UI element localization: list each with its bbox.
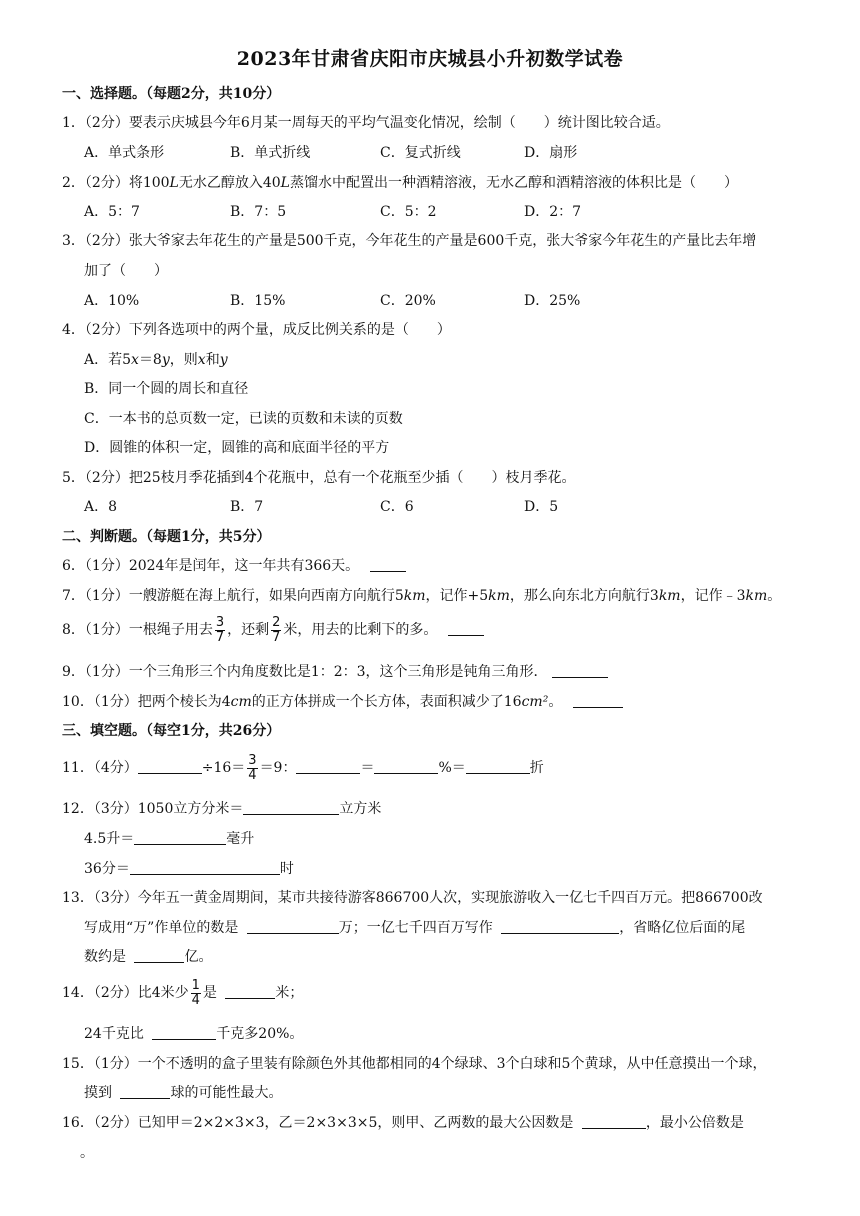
answer-blank[interactable] <box>466 759 530 774</box>
question-3-line-2: 加了（ ） <box>84 263 168 279</box>
fraction-3-7: $\frac{3}{7}$ <box>215 614 225 645</box>
question-14-line-1: 14．（2分）比4米少 $\frac{1}{4}$ 是 米； <box>62 977 304 1008</box>
answer-blank[interactable] <box>448 621 484 636</box>
question-4: 4．（2分）下列各选项中的两个量，成反比例关系的是（ ） <box>62 322 451 338</box>
q3-option-b: B．15% <box>230 293 286 309</box>
question-12-line-2: 4.5升＝ 毫升 <box>84 831 255 847</box>
question-12-line-3: 36分＝ 时 <box>84 861 294 877</box>
question-11: 11．（4分） ÷16＝ $\frac{3}{4}$ ＝9： ＝ %＝ 折 <box>62 752 544 783</box>
q1-option-b: B．单式折线 <box>230 145 311 161</box>
answer-blank[interactable] <box>582 1114 646 1129</box>
answer-blank[interactable] <box>296 759 360 774</box>
question-7: 7．（1分）一艘游艇在海上航行，如果向西南方向航行5km，记作+5km，那么向东北方向航行3km，记作﹣3km。 <box>62 588 782 604</box>
question-13-line-1: 13．（3分）今年五一黄金周期间，某市共接待游客866700人次，实现旅游收入一亿七千四百万元。把866700改 <box>62 890 763 906</box>
question-13-line-2: 写成用“万”作单位的数是 万；一亿七千四百万写作 ，省略亿位后面的尾 <box>84 920 746 936</box>
question-5: 5．（2分）把25枝月季花插到4个花瓶中，总有一个花瓶至少插（ ）枝月季花。 <box>62 470 576 486</box>
q2-option-d: D．2：7 <box>524 204 582 220</box>
q2-option-a: A．5：7 <box>84 204 140 220</box>
q2-option-c: C．5：2 <box>380 204 437 220</box>
q1-option-c: C．复式折线 <box>380 145 461 161</box>
q4-option-a: A．若5x＝8y，则x和y <box>84 352 228 368</box>
section-heading-choice: 一、选择题。（每题2分，共10分） <box>62 86 281 102</box>
answer-blank[interactable] <box>374 759 438 774</box>
question-12-line-1: 12．（3分）1050立方分米＝ 立方米 <box>62 801 382 817</box>
q4-option-d: D．圆锥的体积一定，圆锥的高和底面半径的平方 <box>84 440 390 456</box>
answer-blank[interactable] <box>138 759 202 774</box>
q5-option-a: A．8 <box>84 499 118 515</box>
q4-option-c: C．一本书的总页数一定，已读的页数和未读的页数 <box>84 411 403 427</box>
question-6: 6．（1分）2024年是闰年，这一年共有366天。 <box>62 557 406 575</box>
question-9: 9．（1分）一个三角形三个内角度数比是1：2：3，这个三角形是钝角三角形． <box>62 663 608 681</box>
question-13-line-3: 数约是 亿。 <box>84 949 213 965</box>
fraction-3-4: $\frac{3}{4}$ <box>248 752 257 783</box>
q2-option-b: B．7：5 <box>230 204 287 220</box>
fraction-1-4: $\frac{1}{4}$ <box>191 977 200 1008</box>
question-3-line-1: 3．（2分）张大爷家去年花生的产量是500千克，今年花生的产量是600千克，张大爷家今年花生的产量比去年增 <box>62 233 757 249</box>
q5-option-b: B．7 <box>230 499 264 515</box>
question-14-line-2: 24千克比 千克多20%。 <box>84 1026 304 1042</box>
q3-option-c: C．20% <box>380 293 436 309</box>
q1-option-d: D．扇形 <box>524 145 578 161</box>
q5-option-d: D．5 <box>524 499 559 515</box>
answer-blank[interactable] <box>225 984 275 999</box>
question-15-line-2: 摸到 球的可能性最大。 <box>84 1085 283 1101</box>
answer-blank[interactable] <box>130 860 280 875</box>
question-10: 10．（1分）把两个棱长为4cm的正方体拼成一个长方体，表面积减少了16cm²。 <box>62 693 623 711</box>
answer-blank[interactable] <box>501 919 619 934</box>
q5-option-c: C．6 <box>380 499 414 515</box>
q3-option-d: D．25% <box>524 293 581 309</box>
exam-title: 2023年甘肃省庆阳市庆城县小升初数学试卷 <box>236 48 624 70</box>
question-16-line-2: 。 <box>80 1145 94 1161</box>
answer-blank[interactable] <box>134 948 184 963</box>
answer-blank[interactable] <box>370 557 406 572</box>
answer-blank[interactable] <box>120 1084 170 1099</box>
answer-blank[interactable] <box>552 663 608 678</box>
question-2: 2．（2分）将100L无水乙醇放入40L蒸馏水中配置出一种酒精溶液，无水乙醇和酒精溶液的体积比是（ ） <box>62 175 738 191</box>
q4-option-b: B．同一个圆的周长和直径 <box>84 381 249 397</box>
answer-blank[interactable] <box>247 919 339 934</box>
q1-option-a: A．单式条形 <box>84 145 165 161</box>
section-heading-fill-in: 三、填空题。（每空1分，共26分） <box>62 723 281 739</box>
question-8: 8．（1分）一根绳子用去 $\frac{3}{7}$ ，还剩 $\frac{2}{7}$ 米，用去的比剩下的多。 <box>62 614 484 646</box>
answer-blank[interactable] <box>243 800 339 815</box>
question-1: 1．（2分）要表示庆城县今年6月某一周每天的平均气温变化情况，绘制（ ）统计图比较合适。 <box>62 115 670 131</box>
answer-blank[interactable] <box>573 693 623 708</box>
answer-blank[interactable] <box>152 1025 216 1040</box>
section-heading-judgement: 二、判断题。（每题1分，共5分） <box>62 529 271 545</box>
answer-blank[interactable] <box>134 830 226 845</box>
fraction-2-7: $\frac{2}{7}$ <box>272 614 281 645</box>
q3-option-a: A．10% <box>84 293 140 309</box>
question-16-line-1: 16．（2分）已知甲＝2×2×3×3，乙＝2×3×3×5，则甲、乙两数的最大公因数是 ，最小公倍数是 <box>62 1115 744 1131</box>
question-15-line-1: 15．（1分）一个不透明的盒子里装有除颜色外其他都相同的4个绿球、3个白球和5个黄球，从中任意摸出一个球， <box>62 1056 767 1072</box>
